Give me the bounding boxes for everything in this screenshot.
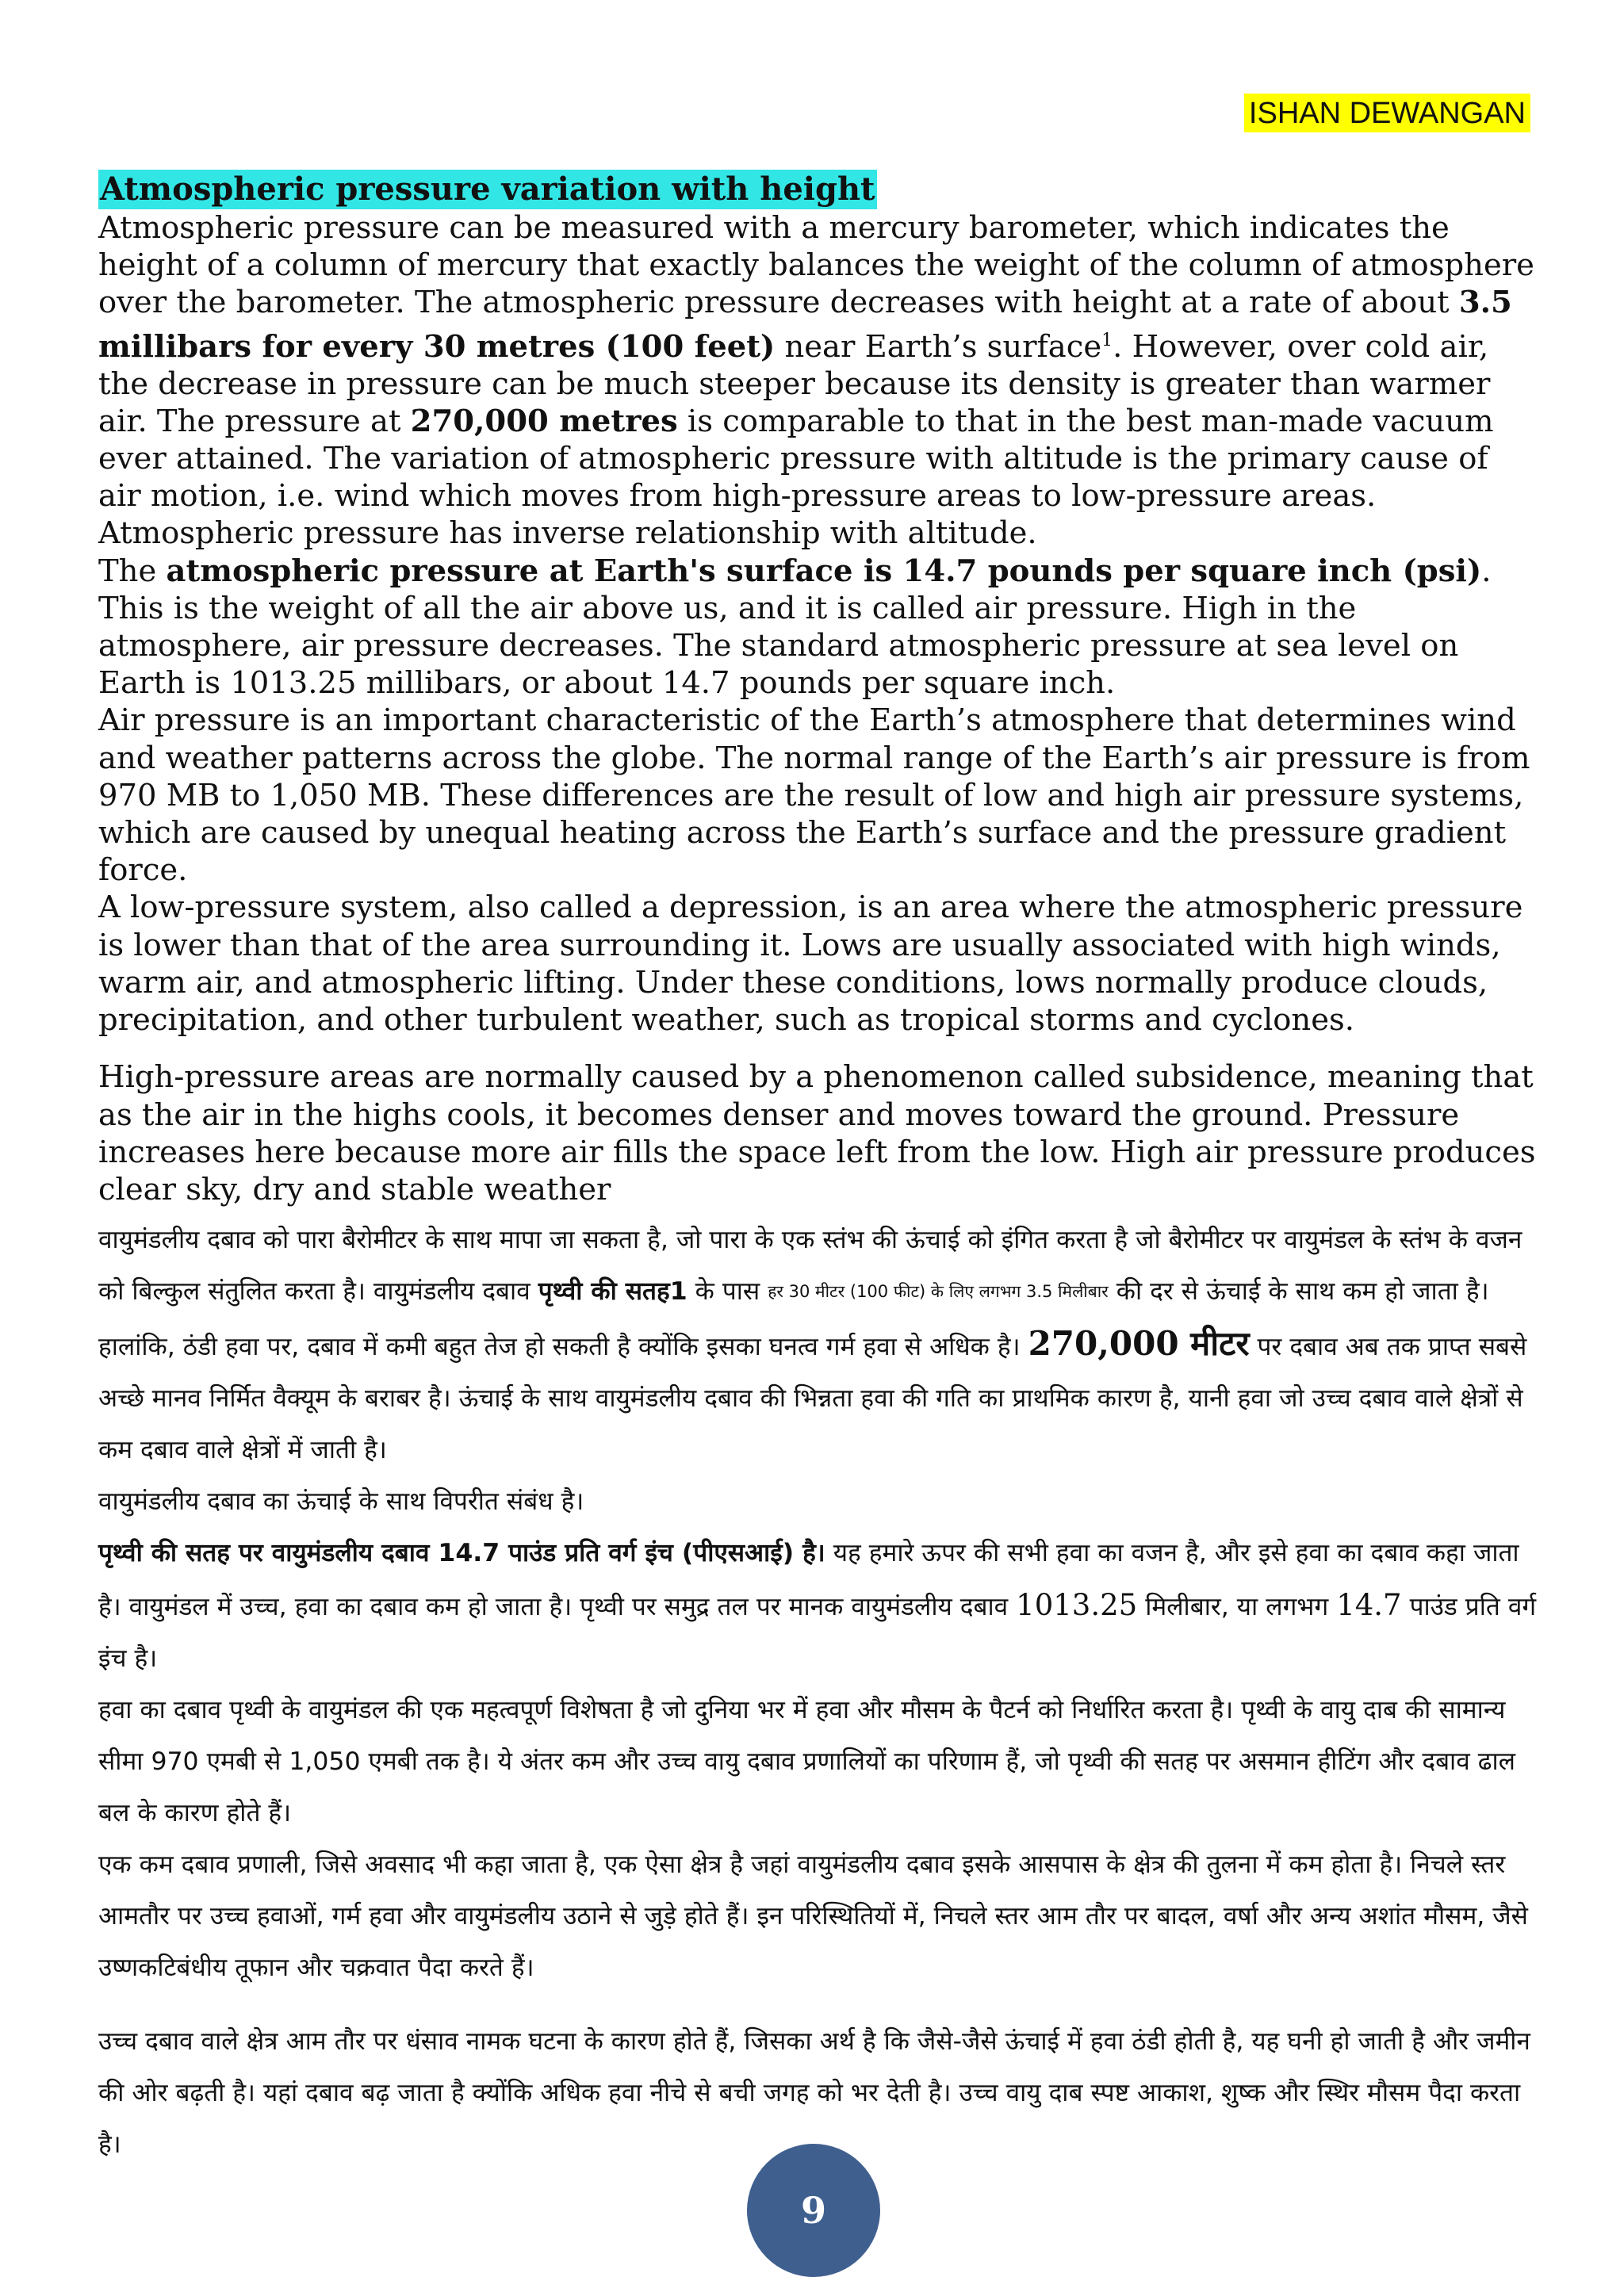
hi-paragraph-2: वायुमंडलीय दबाव का ऊंचाई के साथ विपरीत संबंध है। [98,1487,584,1517]
emphasis: 270,000 मीटर [1028,1324,1250,1364]
en-paragraph-6: High-pressure areas are normally caused by a phenomenon called subsidence, meaning that as the air in the highs cools, it becomes denser and moves toward the ground. Pressure increases here because more air fills the space left from the low. High air pressure produces clear sky, dry and stable weather [98,1059,1536,1207]
hi-paragraph-6: उच्च दबाव वाले क्षेत्र आम तौर पर धंसाव नामक घटना के कारण होते हैं, जिसका अर्थ है कि जैसे-जैसे ऊंचाई में हवा ठंडी होती है, यह घनी हो जाती है और जमीन की ओर बढ़ती है। यहां दबाव बढ़ जाता है क्योंकि अधिक हवा नीचे से बची जगह को भर देती है। उच्च वायु दाब स्पष्ट आकाश, शुष्क और स्थिर मौसम पैदा करता है। [98,2027,1530,2160]
text: Atmospheric pressure can be measured with a mercury barometer, which indicates the height of a column of mercury that exactly balances the weight of the column of atmosphere over the barometer. The atmospheric pressure decreases with height at a rate of about [98,210,1534,321]
emphasis: 270,000 metres [410,403,678,439]
small-text: हर 30 मीटर (100 फीट) के लिए लगभग 3.5 मिलीबार [768,1282,1109,1302]
hi-paragraph-5: एक कम दबाव प्रणाली, जिसे अवसाद भी कहा जाता है, एक ऐसा क्षेत्र है जहां वायुमंडलीय दबाव इसके आसपास के क्षेत्र की तुलना में कम होता है। निचले स्तर आमतौर पर उच्च हवाओं, गर्म हवा और वायुमंडलीय उठाने से जुड़े होते हैं। इन परिस्थितियों में, निचले स्तर आम तौर पर बादल, वर्षा और अन्य अशांत मौसम, जैसे उष्णकटिबंधीय तूफान और चक्रवात पैदा करते हैं। [98,1850,1528,1983]
emphasis: पृथ्वी की सतह पर वायुमंडलीय दबाव 14.7 पाउंड प्रति वर्ग इंच (पीएसआई) है। [98,1539,825,1568]
en-paragraph-4: Air pressure is an important characteristic of the Earth’s atmosphere that determines wind and weather patterns across the globe. The normal range of the Earth’s air pressure is from 970 MB to 1,050 MB. These differences are the result of low and high air pressure systems, which are caused by unequal heating across the Earth’s surface and the pressure gradient force. [98,702,1530,889]
text: . This is the weight of all the air above us, and it is called air pressure. High in the atmosphere, air pressure decreases. The standard atmospheric pressure at sea level on Earth is 1013.25 millibars, or about 14.7 pounds per square inch. [98,553,1492,702]
hindi-section [98,1215,1538,2171]
en-paragraph-5: A low-pressure system, also called a depression, is an area where the atmospheric pressure is lower than that of the area surrounding it. Lows are usually associated with high winds, warm air, and atmospheric lifting. Under these conditions, lows normally produce clouds, precipitation, and other turbulent weather, such as tropical storms and cyclones. [98,890,1523,1039]
text: वायुमंडलीय दबाव को पारा बैरोमीटर के साथ मापा जा सकता है, जो पारा के एक स्तंभ की ऊंचाई को इंगित करता है जो बैरोमीटर पर वायुमंडल के स्तंभ के वजन को बिल्कुल संतुलित करता है। वायुमंडलीय दबाव [98,1226,1522,1307]
number: 14.7 [1336,1588,1402,1623]
page-content [98,170,1538,2171]
text: यह हमारे ऊपर की सभी हवा का वजन है, और इसे हवा का दबाव कहा जाता है। वायुमंडल में उच्च, हवा का दबाव कम हो जाता है। पृथ्वी पर समुद्र तल पर मानक वायुमंडलीय दबाव [98,1539,1519,1622]
text: is comparable to that in the best man-made vacuum ever attained. The variation of atmospheric pressure with altitude is the primary cause of air motion, i.e. wind which moves from high-pressure areas to low-pressure areas. [98,403,1494,515]
english-section [98,209,1538,1208]
hi-paragraph-4: हवा का दबाव पृथ्वी के वायुमंडल की एक महत्वपूर्ण विशेषता है जो दुनिया भर में हवा और मौसम के पैटर्न को निर्धारित करता है। पृथ्वी के वायु दाब की सामान्य सीमा 970 एमबी से 1,050 एमबी तक है। ये अंतर कम और उच्च वायु दबाव प्रणालियों का परिणाम हैं, जो पृथ्वी की सतह पर असमान हीटिंग और दबाव ढाल बल के कारण होते हैं। [98,1696,1515,1828]
footnote-ref: 1 [1101,330,1113,350]
emphasis: atmospheric pressure at Earth's surface is 14.7 pounds per square inch (psi) [166,553,1482,589]
text: पाउंड प्रति वर्ग इंच है। [98,1593,1537,1674]
hi-paragraph-3 [98,1528,1538,1685]
page-number: 9 [747,2144,880,2277]
author-name: ISHAN DEWANGAN [1244,94,1530,132]
section-heading: Atmospheric pressure variation with height [100,170,875,208]
text: मिलीबार, या लगभग [1137,1593,1337,1622]
text: . However, over cold air, the decrease in pressure can be much steeper because its density is greater than warmer air. The pressure at [98,328,1491,439]
text: की दर से ऊंचाई के साथ कम हो जाता है। हालांकि, ठंडी हवा पर, दबाव में कमी बहुत तेज हो सकती है क्योंकि इसका घनत्व गर्म हवा से अधिक है। [98,1277,1489,1362]
en-paragraph-1 [98,209,1538,515]
text: near Earth’s surface [775,328,1102,365]
en-paragraph-2: Atmospheric pressure has inverse relationship with altitude. [98,515,1037,552]
emphasis: 3.5 millibars for every 30 metres (100 feet) [98,285,1512,365]
text: The [98,553,167,589]
text: पर दबाव अब तक प्राप्त सबसे अच्छे मानव निर्मित वैक्यूम के बराबर है। ऊंचाई के साथ वायुमंडलीय दबाव की भिन्नता हवा की गति का प्राथमिक कारण है, यानी हवा जो उच्च दबाव वाले क्षेत्रों से कम दबाव वाले क्षेत्रों में जाती है। [98,1333,1527,1465]
text: के पास [687,1277,768,1307]
hi-paragraph-1 [98,1215,1538,1476]
emphasis: पृथ्वी की सतह1 [538,1277,688,1307]
number: 1013.25 [1016,1588,1138,1623]
en-paragraph-3 [98,553,1538,702]
